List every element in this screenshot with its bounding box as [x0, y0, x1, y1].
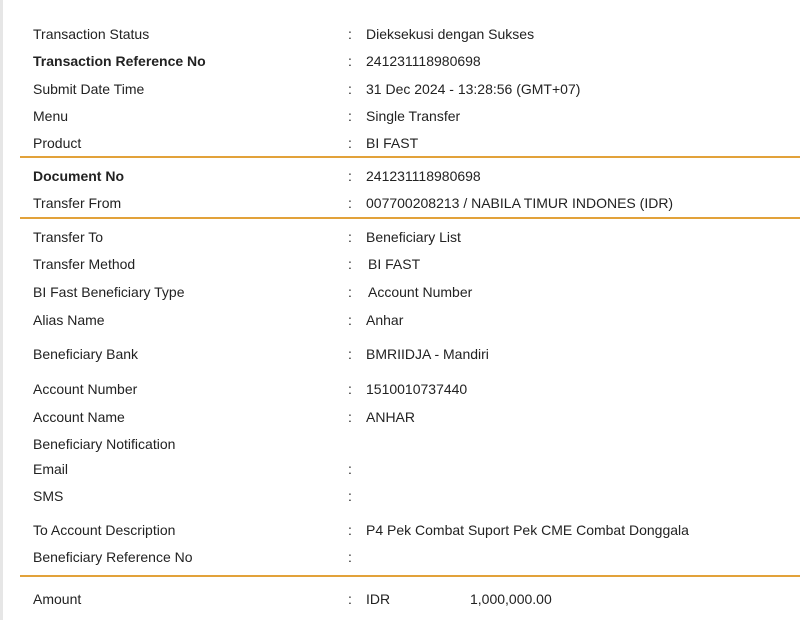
field-separator: :	[348, 522, 352, 538]
field-value: 241231118980698	[366, 53, 481, 69]
field-separator: :	[348, 108, 352, 124]
field-label: SMS	[33, 488, 64, 504]
field-separator: :	[348, 312, 352, 328]
field-value: Account Number	[368, 284, 473, 300]
field-value: ANHAR	[366, 409, 416, 425]
field-label: Menu	[33, 108, 69, 124]
field-label: Alias Name	[33, 312, 105, 328]
field-label: Transfer From	[33, 195, 122, 211]
field-label: Submit Date Time	[33, 81, 145, 97]
field-separator: :	[348, 549, 352, 565]
field-separator: :	[348, 381, 352, 397]
field-label: Beneficiary Reference No	[33, 549, 193, 565]
row-transaction-status	[0, 23, 800, 45]
field-label: Product	[33, 135, 82, 151]
row-submit-date-time	[0, 78, 800, 100]
row-transfer-to	[0, 226, 800, 248]
field-separator: :	[348, 168, 352, 184]
field-separator: :	[348, 229, 352, 245]
row-beneficiary-reference-no	[0, 546, 800, 568]
row-document-no	[0, 165, 800, 187]
field-separator: :	[348, 346, 352, 362]
row-transfer-method	[0, 253, 800, 275]
row-menu	[0, 105, 800, 127]
section-divider	[20, 217, 800, 219]
field-separator: :	[348, 256, 352, 272]
field-label: Email	[33, 461, 69, 477]
field-value: 007700208213 / NABILA TIMUR INDONES (IDR)	[366, 195, 674, 211]
amount-value: 1,000,000.00	[470, 591, 552, 607]
field-value: BI FAST	[368, 256, 421, 272]
field-separator: :	[348, 409, 352, 425]
field-separator: :	[348, 53, 352, 69]
field-separator: :	[348, 488, 352, 504]
field-separator: :	[348, 591, 352, 607]
row-beneficiary-bank	[0, 343, 800, 365]
field-label: Transfer Method	[33, 256, 136, 272]
field-separator: :	[348, 81, 352, 97]
amount-currency: IDR	[366, 591, 391, 607]
field-value: 1510010737440	[366, 381, 468, 397]
field-label: Transaction Status	[33, 26, 150, 42]
field-label: Account Number	[33, 381, 138, 397]
field-value: Dieksekusi dengan Sukses	[366, 26, 535, 42]
field-separator: :	[348, 195, 352, 211]
row-sms	[0, 485, 800, 507]
row-amount	[0, 588, 800, 610]
row-beneficiary-notification	[0, 433, 800, 455]
field-label: Document No	[33, 168, 124, 184]
field-value: BMRIIDJA - Mandiri	[366, 346, 489, 362]
row-transaction-reference-no	[0, 50, 800, 72]
field-value: BI FAST	[366, 135, 419, 151]
field-separator: :	[348, 461, 352, 477]
field-value: Anhar	[366, 312, 404, 328]
field-separator: :	[348, 26, 352, 42]
row-to-account-description	[0, 519, 800, 541]
field-label: Beneficiary Notification	[33, 436, 176, 452]
row-bi-fast-beneficiary-type	[0, 281, 800, 303]
row-alias-name	[0, 309, 800, 331]
field-label: Transaction Reference No	[33, 53, 206, 69]
row-account-number	[0, 378, 800, 400]
row-product	[0, 132, 800, 154]
field-value: P4 Pek Combat Suport Pek CME Combat Donggala	[366, 522, 689, 538]
row-transfer-from	[0, 192, 800, 214]
field-label: To Account Description	[33, 522, 176, 538]
field-value: 241231118980698	[366, 168, 481, 184]
field-label: Beneficiary Bank	[33, 346, 139, 362]
field-value: 31 Dec 2024 - 13:28:56 (GMT+07)	[366, 81, 581, 97]
field-separator: :	[348, 284, 352, 300]
field-value: Beneficiary List	[366, 229, 461, 245]
section-divider	[20, 575, 800, 577]
field-label: Account Name	[33, 409, 125, 425]
field-value: Single Transfer	[366, 108, 461, 124]
amount-label: Amount	[33, 591, 82, 607]
row-account-name	[0, 406, 800, 428]
row-email	[0, 458, 800, 480]
section-divider	[20, 156, 800, 158]
field-separator: :	[348, 135, 352, 151]
field-label: Transfer To	[33, 229, 104, 245]
field-label: BI Fast Beneficiary Type	[33, 284, 185, 300]
